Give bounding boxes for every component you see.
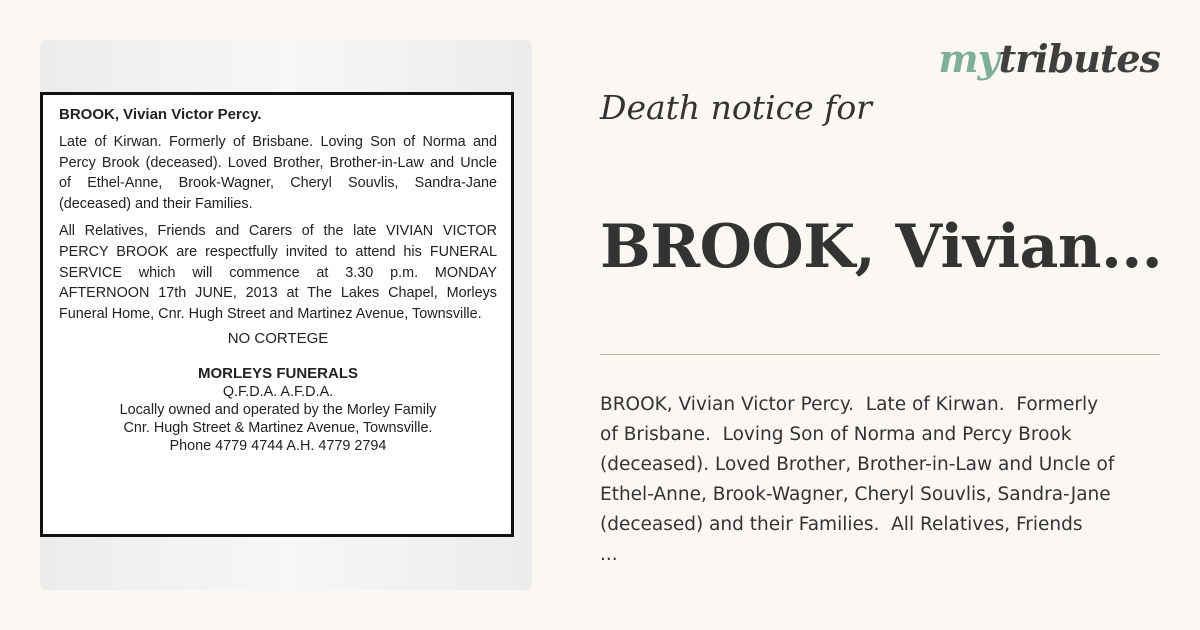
accreditation: Q.F.D.A. A.F.D.A. [222,383,334,400]
logo-my: my [938,36,999,81]
logo-tributes: tributes [998,36,1160,81]
owner-line: Locally owned and operated by the Morley Family [119,401,437,418]
excerpt-line: of Brisbane. Loving Son of Norma and Percy Brook [600,424,1072,445]
notice-excerpt [600,390,1160,570]
notice-paragraph-family: Late of Kirwan. Formerly of Brisbane. Loving Son of Norma and Percy Brook (deceased). Loved Brother, Brother-in-Law and Uncle of Ethel-Anne, Brook-Wagner, Cheryl Souvlis, Sandra-Jane (deceased) and their Families. [59,133,497,213]
page-subtitle: Death notice for [600,88,872,127]
notice-image-card [40,40,532,590]
notice-name: BROOK, Vivian Victor Percy. [59,106,262,123]
excerpt-line: (deceased). Loved Brother, Brother-in-Law and Uncle of [600,454,1115,475]
no-cortege-label: NO CORTEGE [227,329,329,347]
funeral-home-name: MORLEYS FUNERALS [197,364,358,382]
mytributes-logo[interactable] [938,36,1160,81]
excerpt-ellipsis: ... [600,544,618,565]
excerpt-line: Ethel-Anne, Brook-Wagner, Cheryl Souvlis, Sandra-Jane [600,484,1111,505]
excerpt-line: BROOK, Vivian Victor Percy. Late of Kirwan. Formerly [600,394,1099,415]
excerpt-line: (deceased) and their Families. All Relatives, Friends [600,514,1083,535]
notice-paragraph-service: All Relatives, Friends and Carers of the late VIVIAN VICTOR PERCY BROOK are respectfully invited to attend his FUNERAL SERVICE which will commence at 3.30 p.m. MONDAY AFTERNOON 17th JUNE, 2013 at The Lakes Chapel, Morleys Funeral Home, Cnr. Hugh Street and Martinez Avenue, Townsville. [59,222,497,323]
address-line: Cnr. Hugh Street & Martinez Avenue, Townsville. [123,419,433,436]
divider [600,354,1160,355]
phone-line: Phone 4779 4744 A.H. 4779 2794 [169,437,387,454]
newspaper-notice [40,92,514,537]
page-title: BROOK, Vivian... [600,212,1163,282]
